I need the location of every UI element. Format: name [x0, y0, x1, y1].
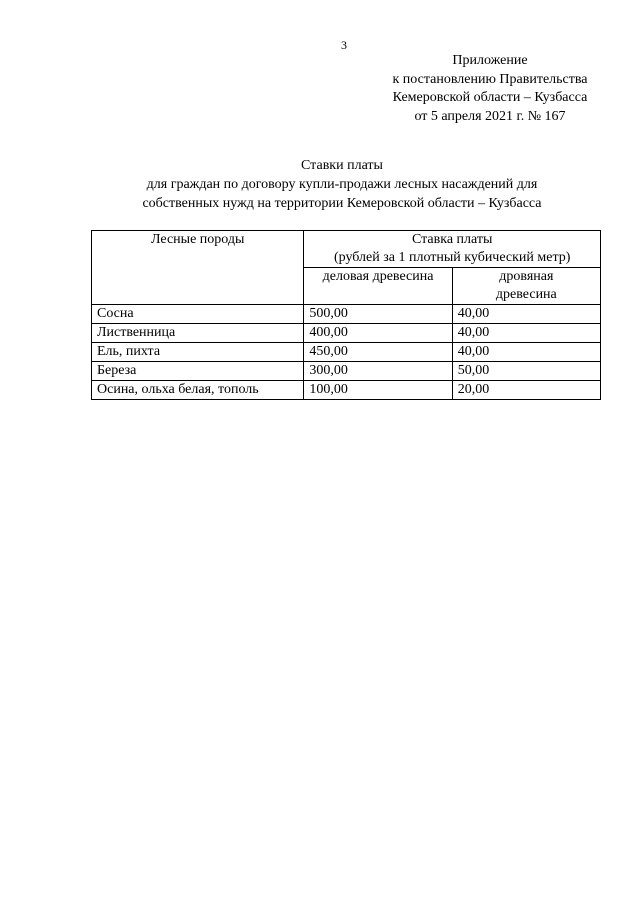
title-line-3: собственных нужд на территории Кемеровской области – Кузбасса	[142, 196, 542, 211]
cell-business-rate: 400,00	[304, 324, 452, 343]
table-row	[92, 362, 601, 381]
header-species: Лесные породы	[92, 231, 304, 305]
header-rate-title: Ставка платы	[411, 232, 493, 247]
appendix-line-4: от 5 апреля 2021 г. № 167	[414, 108, 566, 124]
header-business-wood: деловая древесина	[304, 268, 452, 305]
cell-fire-rate: 40,00	[452, 343, 600, 362]
cell-business-rate: 500,00	[304, 305, 452, 324]
table-row	[92, 324, 601, 343]
header-rate-unit: (рублей за 1 плотный кубический метр)	[333, 250, 571, 265]
cell-species: Сосна	[92, 305, 304, 324]
cell-fire-rate: 20,00	[452, 381, 600, 400]
cell-business-rate: 100,00	[304, 381, 452, 400]
cell-species: Ель, пихта	[92, 343, 304, 362]
document-title	[70, 156, 614, 213]
cell-species: Осина, ольха белая, тополь	[92, 381, 304, 400]
header-rate	[304, 231, 601, 268]
cell-business-rate: 300,00	[304, 362, 452, 381]
appendix-line-2: к постановлению Правительства	[392, 71, 588, 87]
cell-business-rate: 450,00	[304, 343, 452, 362]
table-row	[92, 305, 601, 324]
appendix-line-1: Приложение	[452, 53, 528, 68]
cell-fire-rate: 40,00	[452, 324, 600, 343]
title-line-1: Ставки платы	[301, 158, 383, 173]
appendix-block	[350, 52, 630, 126]
cell-species: Береза	[92, 362, 304, 381]
title-line-2: для граждан по договору купли-продажи лесных насаждений для	[146, 177, 538, 192]
appendix-line-3: Кемеровской области – Кузбасса	[392, 90, 588, 105]
cell-fire-rate: 40,00	[452, 305, 600, 324]
header-fire-wood-line-2: древесина	[495, 287, 557, 302]
page-number: 3	[341, 38, 347, 52]
table-row	[92, 343, 601, 362]
cell-species: Лиственница	[92, 324, 304, 343]
header-fire-wood	[452, 268, 600, 305]
header-fire-wood-line-1: дровяная	[499, 269, 554, 284]
table-row	[92, 381, 601, 400]
table-header-row-1	[92, 231, 601, 268]
cell-fire-rate: 50,00	[452, 362, 600, 381]
rates-table	[91, 230, 601, 400]
